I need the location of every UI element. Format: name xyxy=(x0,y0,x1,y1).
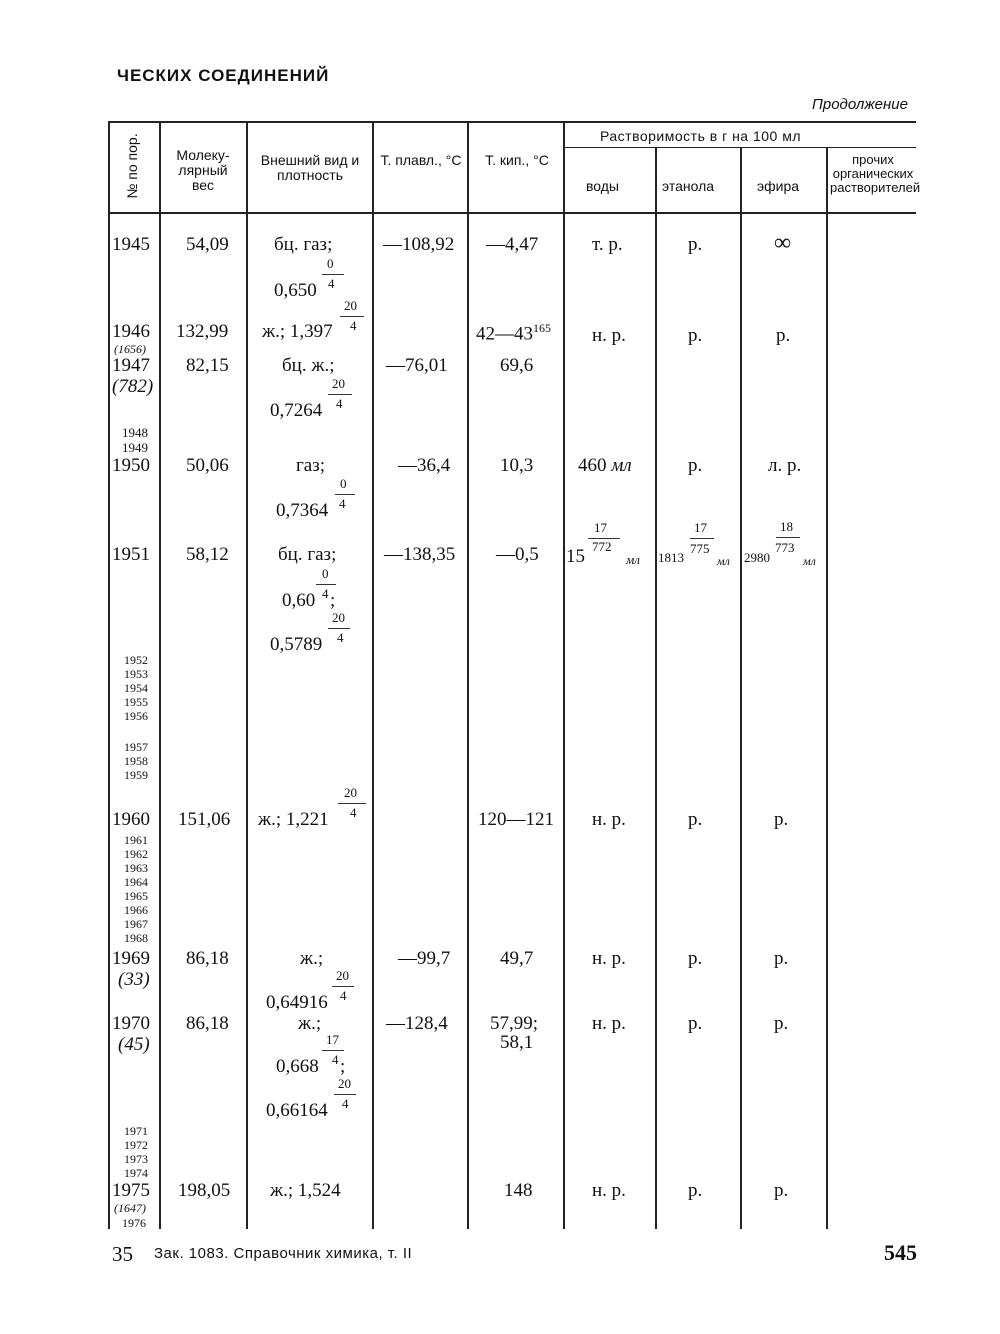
row-1959-number: 1959 xyxy=(124,768,148,782)
row-1946-density-temp: 20 xyxy=(344,298,357,313)
row-1970-density1: 0,668 xyxy=(276,1056,319,1077)
row-1969-melting-point: —99,7 xyxy=(398,948,451,969)
row-1946-ether: р. xyxy=(776,325,791,346)
row-1975-boiling-point: 148 xyxy=(504,1180,533,1201)
row-1946-boiling-pressure: 165 xyxy=(533,321,551,335)
row-1970-molecular-weight: 86,18 xyxy=(186,1013,229,1034)
row-1947-molecular-weight: 82,15 xyxy=(186,355,229,376)
row-1951-density1-value: 0,60 xyxy=(282,590,316,611)
row-1945-ether: ∞ xyxy=(774,230,792,256)
header-boiling-point: Т. кип., °С xyxy=(485,152,549,168)
row-1960-appearance: ж.; 1,221 xyxy=(258,809,329,830)
row-1960-molecular-weight: 151,06 xyxy=(178,809,231,830)
row-1970-boiling-point: 57,99; xyxy=(490,1013,539,1034)
row-1960-boiling-point: 120—121 xyxy=(478,809,554,830)
row-1951-density2-fraction-line xyxy=(328,628,350,629)
row-1956-number: 1956 xyxy=(124,709,148,723)
column-rule-1 xyxy=(108,121,110,1229)
row-1954-number: 1954 xyxy=(124,681,148,695)
row-1969-ethanol: р. xyxy=(688,948,703,969)
header-solubility-group: Растворимость в г на 100 мл xyxy=(600,128,802,144)
header-ether: эфира xyxy=(757,178,800,194)
row-1947-boiling-point: 69,6 xyxy=(500,355,534,376)
row-1946-boiling-range: 42—43 xyxy=(476,323,533,345)
row-1950-water xyxy=(578,455,632,477)
row-1947-density-fraction-line xyxy=(328,394,352,395)
row-1953-number: 1953 xyxy=(124,667,148,681)
row-1951-melting-point: —138,35 xyxy=(384,544,456,565)
row-1945-density-ref: 4 xyxy=(328,276,335,291)
row-1951-density2-temp: 20 xyxy=(332,610,345,625)
row-1951-density2-ref: 4 xyxy=(337,630,344,645)
row-1950-water-value: 460 xyxy=(578,455,607,476)
row-1970-melting-point: —128,4 xyxy=(386,1013,448,1034)
row-1950-ethanol: р. xyxy=(688,455,703,476)
row-1960-density-fraction-line xyxy=(338,803,366,804)
row-1951-water-temp: 17 xyxy=(594,520,607,535)
column-rule-9 xyxy=(826,148,828,1229)
footer-imprint: Зак. 1083. Справочник химика, т. II xyxy=(154,1245,413,1262)
row-1951-ether-unit: мл xyxy=(803,554,816,568)
footer-signature: 35 xyxy=(112,1242,133,1266)
row-1960-water: н. р. xyxy=(592,809,626,830)
row-1970-density2-fraction-line xyxy=(334,1094,356,1095)
row-1955-number: 1955 xyxy=(124,695,148,709)
row-1951-ethanol-value: 1813 xyxy=(658,550,684,565)
row-1948-number: 1948 xyxy=(122,425,148,440)
row-1970-density1-ref: 4 xyxy=(332,1052,339,1067)
row-1945-appearance: бц. газ; xyxy=(274,234,333,255)
row-1950-density-fraction-line xyxy=(335,494,355,495)
row-1975-number: 1975 xyxy=(112,1180,150,1201)
row-1945-number: 1945 xyxy=(112,234,150,255)
row-1971-number: 1971 xyxy=(124,1124,148,1138)
row-1975-alt-number: (1647) xyxy=(114,1201,146,1215)
row-1970-density2-temp: 20 xyxy=(338,1076,351,1091)
row-1946-appearance: ж.; 1,397 xyxy=(262,321,333,342)
row-1964-number: 1964 xyxy=(124,875,148,889)
row-1970-density2-ref: 4 xyxy=(342,1096,349,1111)
row-1952-number: 1952 xyxy=(124,653,148,667)
row-1946-boiling-point xyxy=(476,321,551,345)
row-1958-number: 1958 xyxy=(124,754,148,768)
row-1970-density2: 0,66164 xyxy=(266,1100,328,1121)
row-1975-water: н. р. xyxy=(592,1180,626,1201)
running-title: ЧЕСКИХ СОЕДИНЕНИЙ xyxy=(117,66,330,85)
row-1976-number: 1976 xyxy=(122,1216,146,1230)
row-1945-water: т. р. xyxy=(592,234,623,255)
column-rule-7 xyxy=(655,148,657,1229)
row-1950-melting-point: —36,4 xyxy=(398,455,451,476)
row-1974-number: 1974 xyxy=(124,1166,148,1180)
page-number: 545 xyxy=(884,1240,917,1265)
row-1951-density-separator: ; xyxy=(330,590,336,611)
row-1951-appearance: бц. газ; xyxy=(278,544,337,565)
row-1951-ethanol-pressure: 775 xyxy=(690,541,710,556)
row-1972-number: 1972 xyxy=(124,1138,148,1152)
row-1960-number: 1960 xyxy=(112,809,150,830)
row-1951-density1 xyxy=(282,590,315,612)
row-1969-alt-number: (33) xyxy=(118,969,150,990)
row-1968-number: 1968 xyxy=(124,931,148,945)
header-melting-point: Т. плавл., °С xyxy=(380,152,462,168)
row-1975-appearance: ж.; 1,524 xyxy=(270,1180,341,1201)
row-1969-boiling-point: 49,7 xyxy=(500,948,534,969)
row-1960-ether: р. xyxy=(774,809,789,830)
row-1970-number: 1970 xyxy=(112,1013,150,1034)
row-1946-density-fraction-line xyxy=(340,316,364,317)
table-header-bottom-rule xyxy=(108,212,916,214)
row-1970-water: н. р. xyxy=(592,1013,626,1034)
header-other-solvents: прочих органических растворителей xyxy=(830,152,921,195)
row-1969-appearance: ж.; xyxy=(300,948,324,969)
row-1951-ether-temp: 18 xyxy=(780,519,793,534)
row-1963-number: 1963 xyxy=(124,861,148,875)
row-1967-number: 1967 xyxy=(124,917,148,931)
header-water: воды xyxy=(586,178,619,194)
row-1945-density-temp: 0 xyxy=(327,256,334,271)
column-rule-2 xyxy=(159,121,161,1229)
row-1950-boiling-point: 10,3 xyxy=(500,455,534,476)
row-1970-ethanol: р. xyxy=(688,1013,703,1034)
row-1951-water-unit: мл xyxy=(626,552,640,567)
row-1949-number: 1949 xyxy=(122,440,148,455)
row-1973-number: 1973 xyxy=(124,1152,148,1166)
row-1969-water: н. р. xyxy=(592,948,626,969)
row-1950-density: 0,7364 xyxy=(276,500,329,521)
row-1962-number: 1962 xyxy=(124,847,148,861)
row-1945-boiling-point: —4,47 xyxy=(486,234,539,255)
row-1970-density-separator: ; xyxy=(340,1056,346,1077)
column-rule-3 xyxy=(246,121,248,1229)
row-1970-appearance: ж.; xyxy=(298,1013,322,1034)
row-1970-density1-temp: 17 xyxy=(326,1032,339,1047)
row-1966-number: 1966 xyxy=(124,903,148,917)
row-1947-appearance: бц. ж.; xyxy=(282,355,335,376)
row-1951-water-pressure: 772 xyxy=(592,539,612,554)
row-1960-ethanol: р. xyxy=(688,809,703,830)
row-1945-melting-point: —108,92 xyxy=(383,234,455,255)
row-1950-density-temp: 0 xyxy=(340,476,347,491)
row-1975-ethanol: р. xyxy=(688,1180,703,1201)
row-1951-ether-fraction-line xyxy=(776,537,800,538)
row-1951-density1-ref: 4 xyxy=(322,586,329,601)
row-1951-density1-temp: 0 xyxy=(322,566,329,581)
row-1970-boiling-point-2: 58,1 xyxy=(500,1032,534,1053)
row-1947-density-ref: 4 xyxy=(336,396,343,411)
row-1946-density-ref: 4 xyxy=(350,318,357,333)
row-1947-density-temp: 20 xyxy=(332,376,345,391)
header-appearance-density: Внешний вид и плотность xyxy=(260,152,360,183)
row-1951-ethanol-temp: 17 xyxy=(694,520,707,535)
header-ethanol: этанола xyxy=(662,178,715,194)
row-1950-appearance: газ; xyxy=(296,455,326,476)
row-1951-ether-value: 2980 xyxy=(744,550,770,565)
row-1951-number: 1951 xyxy=(112,544,150,565)
row-1947-density: 0,7264 xyxy=(270,400,323,421)
row-1951-density2: 0,5789 xyxy=(270,634,323,655)
row-1969-ether: р. xyxy=(774,948,789,969)
row-1945-molecular-weight: 54,09 xyxy=(186,234,229,255)
row-1950-number: 1950 xyxy=(112,455,150,476)
row-1946-water: н. р. xyxy=(592,325,626,346)
column-rule-8 xyxy=(740,148,742,1229)
row-1975-molecular-weight: 198,05 xyxy=(178,1180,231,1201)
row-1951-molecular-weight: 58,12 xyxy=(186,544,229,565)
row-1969-density-temp: 20 xyxy=(336,968,349,983)
continuation-label: Продолжение xyxy=(812,96,908,113)
row-1969-density: 0,64916 xyxy=(266,992,328,1013)
row-1947-melting-point: —76,01 xyxy=(386,355,448,376)
row-1970-ether: р. xyxy=(774,1013,789,1034)
row-1950-molecular-weight: 50,06 xyxy=(186,455,229,476)
row-1945-density: 0,650 xyxy=(274,280,317,301)
column-rule-6 xyxy=(563,121,565,1229)
row-1951-ethanol-fraction-line xyxy=(690,538,714,539)
row-1947-alt-number: (782) xyxy=(112,376,154,397)
column-rule-5 xyxy=(467,121,469,1229)
row-1969-density-fraction-line xyxy=(332,986,354,987)
row-1970-alt-number: (45) xyxy=(118,1034,150,1055)
header-number-column: № по пор. xyxy=(124,133,140,199)
row-1957-number: 1957 xyxy=(124,740,148,754)
row-1965-number: 1965 xyxy=(124,889,148,903)
row-1946-number: 1946 xyxy=(112,321,150,342)
row-1950-ether: л. р. xyxy=(768,455,802,476)
row-1950-density-ref: 4 xyxy=(339,496,346,511)
row-1951-ethanol-unit: мл xyxy=(717,554,730,568)
row-1946-molecular-weight: 132,99 xyxy=(176,321,229,342)
row-1946-ethanol: р. xyxy=(688,325,703,346)
header-molecular-weight: Молеку-лярный вес xyxy=(176,147,230,193)
row-1951-water-value: 15 xyxy=(566,546,585,567)
table-top-rule xyxy=(108,121,916,123)
row-1950-water-unit: мл xyxy=(611,455,632,476)
row-1969-number: 1969 xyxy=(112,948,150,969)
row-1945-ethanol: р. xyxy=(688,234,703,255)
row-1961-number: 1961 xyxy=(124,833,148,847)
row-1951-ether-pressure: 773 xyxy=(775,540,795,555)
row-1969-molecular-weight: 86,18 xyxy=(186,948,229,969)
row-1969-density-ref: 4 xyxy=(340,988,347,1003)
row-1945-density-fraction-line xyxy=(322,274,344,275)
row-1951-density1-fraction-line xyxy=(316,584,336,585)
row-1947-number: 1947 xyxy=(112,355,150,376)
row-1970-density1-fraction-line xyxy=(322,1050,344,1051)
row-1960-density-temp: 20 xyxy=(344,785,357,800)
row-1946-alt-number: (1656) xyxy=(114,342,146,356)
row-1975-ether: р. xyxy=(774,1180,789,1201)
row-1951-boiling-point: —0,5 xyxy=(496,544,539,565)
column-rule-4 xyxy=(372,121,374,1229)
row-1960-density-ref: 4 xyxy=(350,805,357,820)
